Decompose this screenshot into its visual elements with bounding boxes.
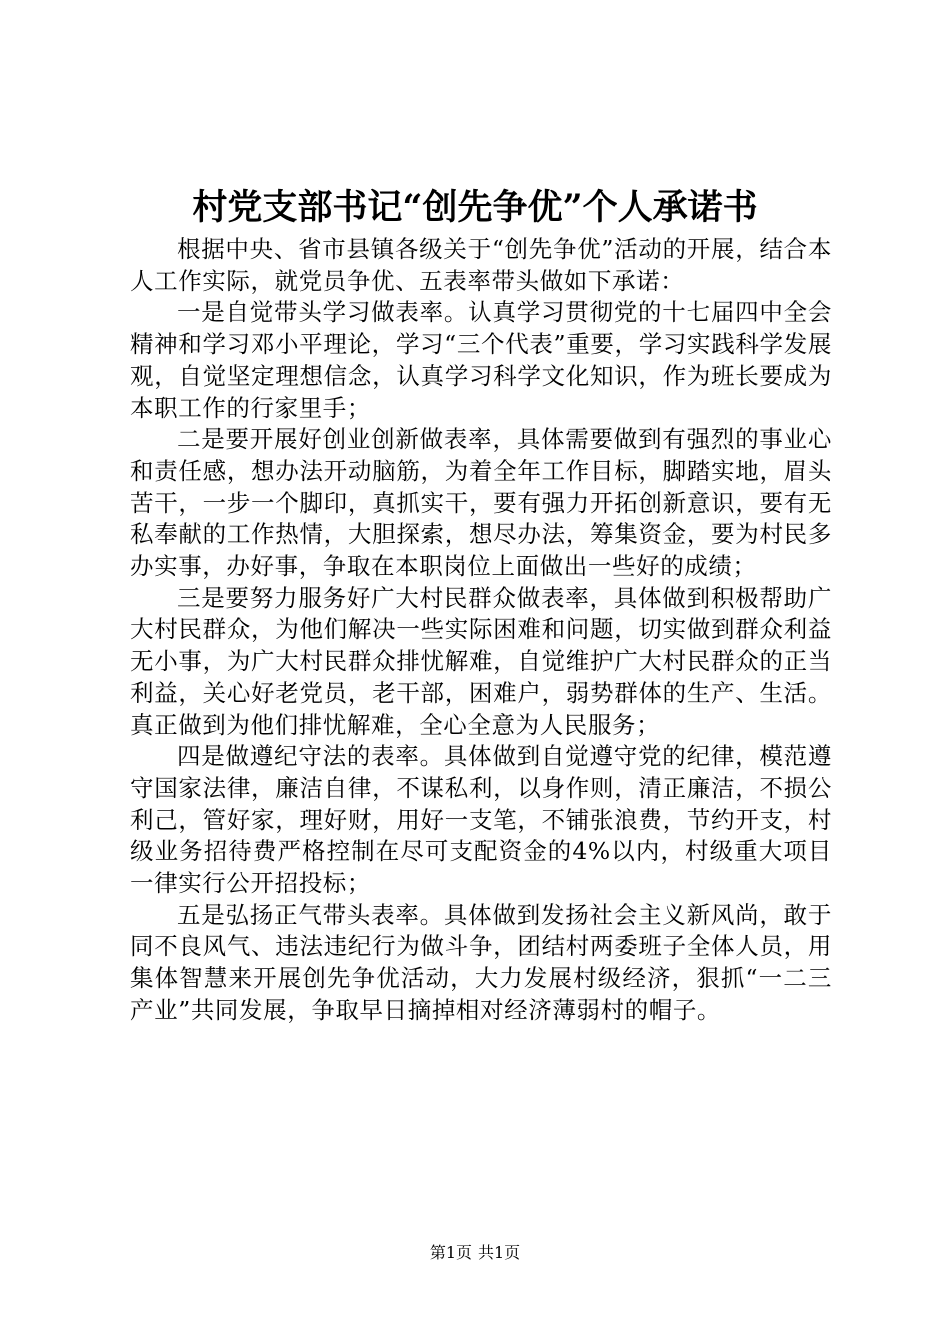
page-number-total: 共1页 — [478, 1243, 521, 1262]
paragraph-pledge-4: 四是做遵纪守法的表率。具体做到自觉遵守党的纪律，模范遵守国家法律，廉洁自律，不谋私利，以身作则，清正廉洁，不损公利己，管好家，理好财，用好一支笔，不铺张浪费，节约开支，村级业务招待费严格控制在尽可支配资金的4%以内，村级重大项目一律实行公开招投标； — [130, 742, 832, 898]
page-footer — [0, 1242, 950, 1264]
paragraph-pledge-1: 一是自觉带头学习做表率。认真学习贯彻党的十七届四中全会精神和学习邓小平理论，学习“三个代表”重要，学习实践科学发展观，自觉坚定理想信念，认真学习科学文化知识，作为班长要成为本职工作的行家里手； — [130, 298, 832, 422]
paragraph-pledge-5: 五是弘扬正气带头表率。具体做到发扬社会主义新风尚，敢于同不良风气、违法违纪行为做斗争，团结村两委班子全体人员，用集体智慧来开展创先争优活动，大力发展村级经济，狠抓“一二三产业”共同发展，争取早日摘掉相对经济薄弱村的帽子。 — [130, 900, 832, 1024]
paragraph-intro: 根据中央、省市县镇各级关于“创先争优”活动的开展，结合本人工作实际，就党员争优、五表率带头做如下承诺： — [130, 235, 832, 295]
page-number-current: 第1页 — [429, 1243, 472, 1262]
paragraph-pledge-3: 三是要努力服务好广大村民群众做表率，具体做到积极帮助广大村民群众，为他们解决一些实际困难和问题，切实做到群众利益无小事，为广大村民群众排忧解难，自觉维护广大村民群众的正当利益，关心好老党员，老干部，困难户，弱势群体的生产、生活。真正做到为他们排忧解难，全心全意为人民服务； — [130, 583, 832, 739]
document-body — [130, 234, 832, 1027]
document-title: 村党支部书记“创先争优”个人承诺书 — [192, 187, 758, 228]
paragraph-pledge-2: 二是要开展好创业创新做表率，具体需要做到有强烈的事业心和责任感，想办法开动脑筋，为着全年工作目标，脚踏实地，眉头苦干，一步一个脚印，真抓实干，要有强力开拓创新意识，要有无私奉献的工作热情，大胆探索，想尽办法，筹集资金，要为村民多办实事，办好事，争取在本职岗位上面做出一些好的成绩； — [130, 425, 832, 581]
